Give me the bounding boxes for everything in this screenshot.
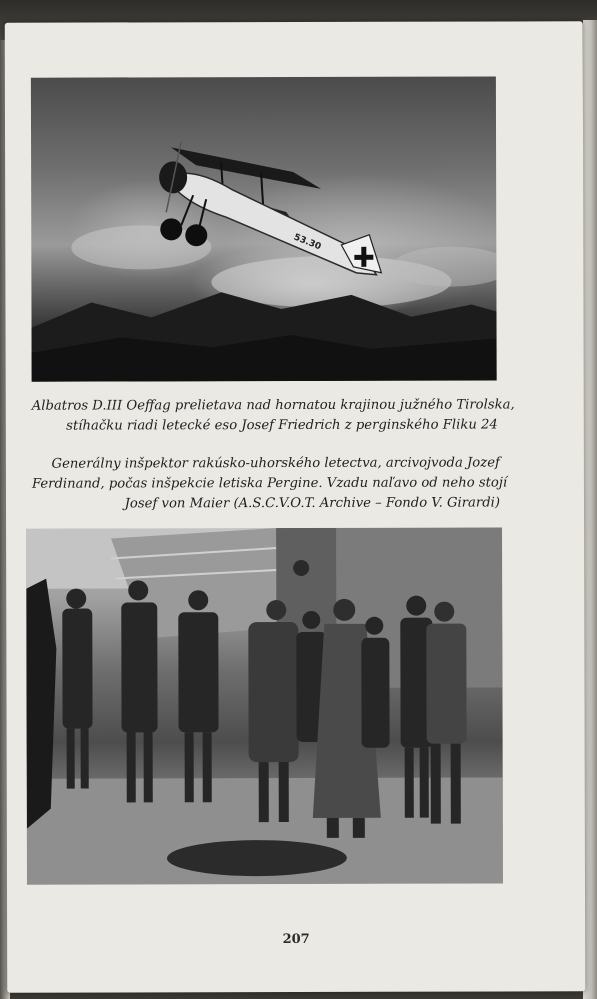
caption-inspection xyxy=(31,453,508,514)
photo-albatros-biplane xyxy=(31,76,497,381)
officer xyxy=(62,589,93,789)
tower-window xyxy=(293,560,309,576)
officer xyxy=(121,580,158,802)
officer xyxy=(178,590,219,802)
caption-line: stíhačku riadi letecké eso Josef Friedrich z perginského Fliku 24 xyxy=(66,417,498,434)
caption-line: Josef von Maier (A.S.C.V.O.T. Archive – Fondo V. Girardi) xyxy=(124,495,501,512)
page-number: 207 xyxy=(282,931,310,948)
group-illustration xyxy=(26,527,503,884)
page-stack-edge xyxy=(583,20,597,999)
book-page xyxy=(5,21,586,993)
caption-line: Albatros D.III Oeffag prelietava nad hornatou krajinou južného Tirolska, xyxy=(31,397,515,414)
aircraft-marking: 53.30 xyxy=(292,232,323,253)
caption-line: Generálny inšpektor rakúsko-uhorského letectva, arcivojvoda Jozef xyxy=(51,455,500,472)
caption-line: Ferdinand, počas inšpekcie letiska Pergine. Vzadu naľavo od neho stojí xyxy=(31,475,508,492)
biplane-illustration xyxy=(31,76,497,381)
caption-albatros xyxy=(31,395,515,436)
photo-inspection-group xyxy=(26,527,503,884)
